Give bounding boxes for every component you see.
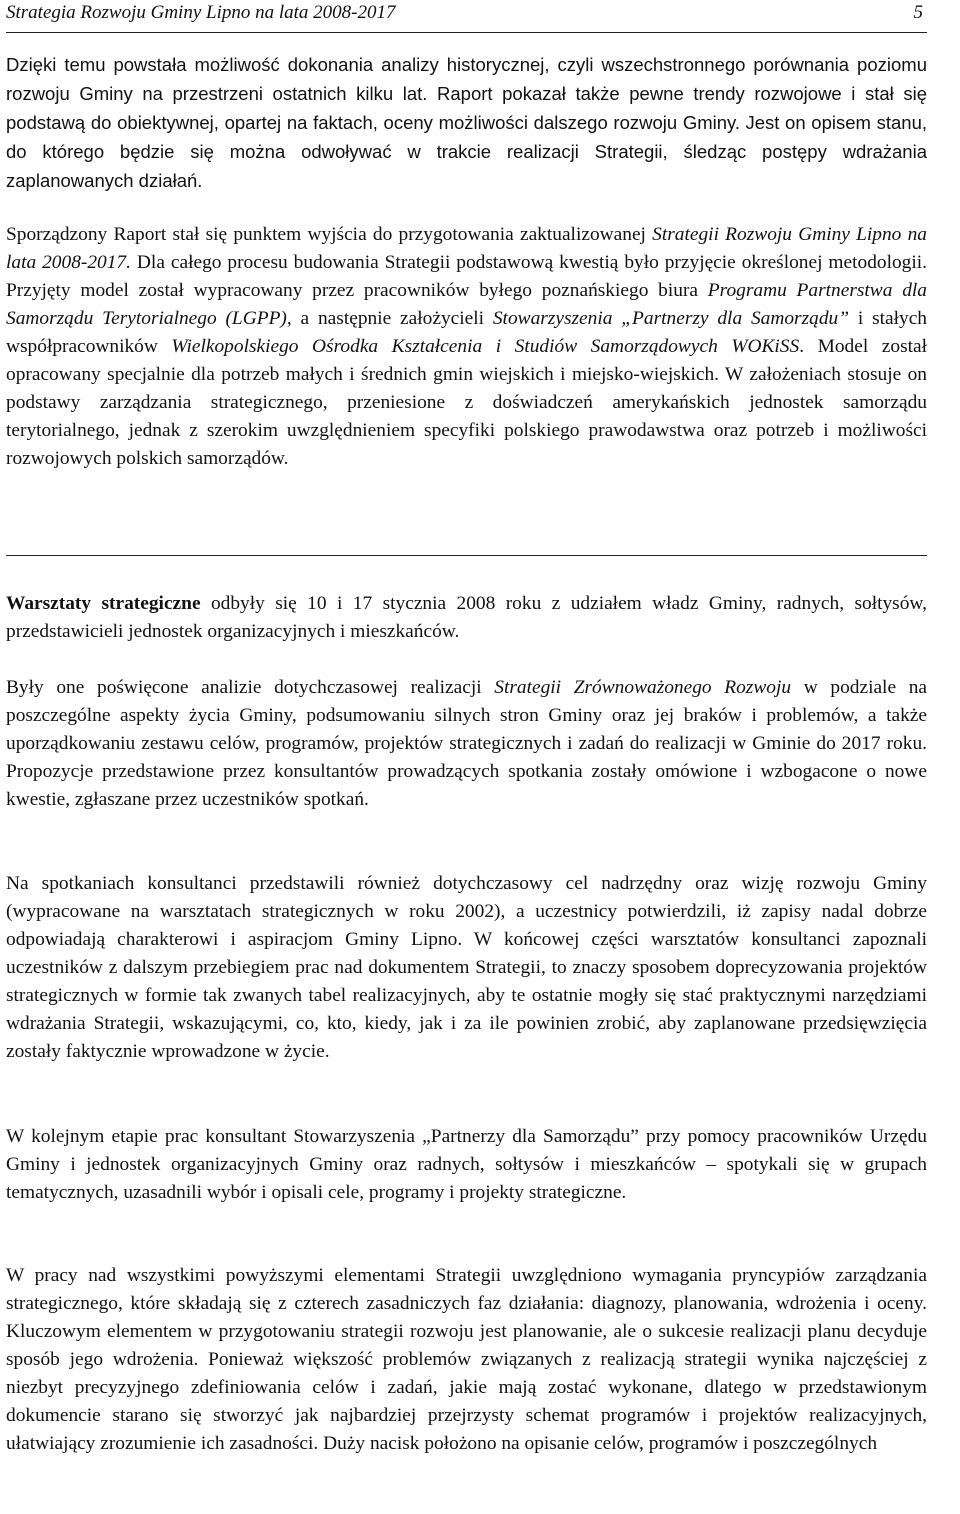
paragraph-meetings: [6, 870, 927, 1066]
section-divider: [6, 555, 927, 556]
paragraph-analysis: [6, 51, 927, 196]
text-run: i stałych współpracowników: [6, 308, 928, 357]
association-italic: Stowarzyszenia „Partnerzy dla Samorządu”: [492, 308, 850, 329]
text-run: . Model został opracowany specjalnie dla potrzeb małych i średnich gmin wiejskich i miejsko-wiejskich. W założeniach stosuje on podstawy zarządzania strategicznego, przeniesione z doświadczeń amerykańskich jednostek samorządu terytorialnego, jednak z szerokim uwzględnieniem specyfiki polskiego prawodawstwa oraz potrzeb i możliwości rozwojowych polskich samorządów.: [6, 336, 928, 469]
paragraph-analysis-text-b: Jest on opisem stanu, do którego będzie się można odwoływać w trakcie realizacji Strategii, śledząc postępy wdrażania zaplanowanych działań.: [6, 112, 927, 191]
paragraph-analysis-text-a: Dzięki temu powstała możliwość dokonania analizy historycznej, czyli wszechstronnego porównania poziomu rozwoju Gminy na przestrzeni ostatnich kilku lat. Raport pokazał także pewne trendy rozwojowe i stał się podstawą do obiektywnej, opartej na faktach, oceny możliwości dalszego rozwoju Gminy.: [6, 54, 927, 133]
text-run: W pracy nad wszystkimi powyższymi elementami Strategii uwzględniono wymagania pryncypiów zarządzania strategicznego, które składają się z czterech zasadniczych faz działania: diagnozy, planowania, wdrożenia i oceny. Kluczowym elementem w przygotowaniu strategii rozwoju jest planowanie, ale o sukcesie realizacji planu decyduje sposób jego wdrożenia. Ponieważ większość problemów związanych z realizacją strategii wynika najczęściej z niezbyt precyzyjnego zdefiniowania celów i zadań, jakie mają zostać wykonane, dlatego w przedstawionym dokumencie starano się stworzyć jak najbardziej przejrzysty schemat programów i projektów realizacyjnych, ułatwiający zrozumienie ich zasadności. Duży nacisk położono na opisanie celów, programów i poszczególnych: [6, 1265, 927, 1454]
paragraph-workshops: [6, 590, 927, 646]
text-run: Dla całego procesu budowania Strategii podstawową kwestią było przyjęcie określonej metodologii. Przyjęty model został wypracowany przez pracowników byłego poznańskiego biura: [6, 252, 927, 301]
paragraph-analysis-summary: [6, 674, 927, 814]
wokiss-italic: Wielkopolskiego Ośrodka Kształcenia i Studiów Samorządowych WOKiSS: [171, 336, 800, 357]
text-run: , a następnie założycieli: [286, 308, 493, 329]
header-title: Strategia Rozwoju Gminy Lipno na lata 2008-2017: [6, 2, 396, 23]
paragraph-next-stage: [6, 1123, 927, 1207]
text-run: Były one poświęcone analizie dotychczasowej realizacji: [6, 677, 495, 698]
paragraph-principles: [6, 1262, 927, 1458]
page-number: 5: [913, 2, 923, 23]
text-run: Na spotkaniach konsultanci przedstawili również dotychczasowy cel nadrzędny oraz wizję rozwoju Gminy (wypracowane na warsztatach strategicznych w roku 2002), a uczestnicy potwierdzili, iż zapisy nadal dobrze odpowiadają charakterowi i aspiracjom Gminy Lipno. W końcowej części warsztatów konsultanci zapoznali uczestników z dalszym przebiegiem prac nad dokumentem Strategii, to znaczy sposobem doprecyzowania projektów strategicznych w formie tak zwanych tabel realizacyjnych, aby te ostatnie mogły się stać praktycznymi narzędziami wdrażania Strategii, wskazującymi, co, kto, kiedy, jak i za ile powinien zrobić, aby zaplanowane przedsięwzięcia zostały faktycznie wprowadzone w życie.: [6, 873, 927, 1062]
workshops-bold: Warsztaty strategiczne: [6, 593, 201, 614]
lgpp-italic: Programu Partnerstwa dla Samorządu Terytorialnego (LGPP): [6, 280, 927, 329]
text-run: W kolejnym etapie prac konsultant Stowarzyszenia „Partnerzy dla Samorządu” przy pomocy pracowników Urzędu Gminy i jednostek organizacyjnych Gminy oraz radnych, sołtysów i mieszkańców – spotykali się w grupach tematycznych, uzasadnili wybór i opisali cele, programy i projekty strategiczne.: [6, 1126, 927, 1203]
text-run: Sporządzony Raport stał się punktem wyjścia do przygotowania zaktualizowanej: [6, 224, 653, 245]
sustainable-strategy-italic: Strategii Zrównoważonego Rozwoju: [494, 677, 792, 698]
text-run: odbyły się 10 i 17 stycznia 2008 roku z udziałem władz Gminy, radnych, sołtysów, przedstawicieli jednostek organizacyjnych i mieszkańców.: [6, 593, 927, 642]
page-header: [6, 0, 927, 33]
paragraph-methodology: [6, 221, 927, 473]
strategy-title-italic: Strategii Rozwoju Gminy Lipno na lata 2008-2017.: [6, 224, 927, 273]
text-run: w podziale na poszczególne aspekty życia Gminy, podsumowaniu silnych stron Gminy oraz jej braków i problemów, a także uporządkowaniu zestawu celów, programów, projektów strategicznych i zadań do realizacji w Gminie do 2017 roku. Propozycje przedstawione przez konsultantów prowadzących spotkania zostały omówione i wzbogacone o nowe kwestie, zgłaszane przez uczestników spotkań.: [6, 677, 927, 810]
